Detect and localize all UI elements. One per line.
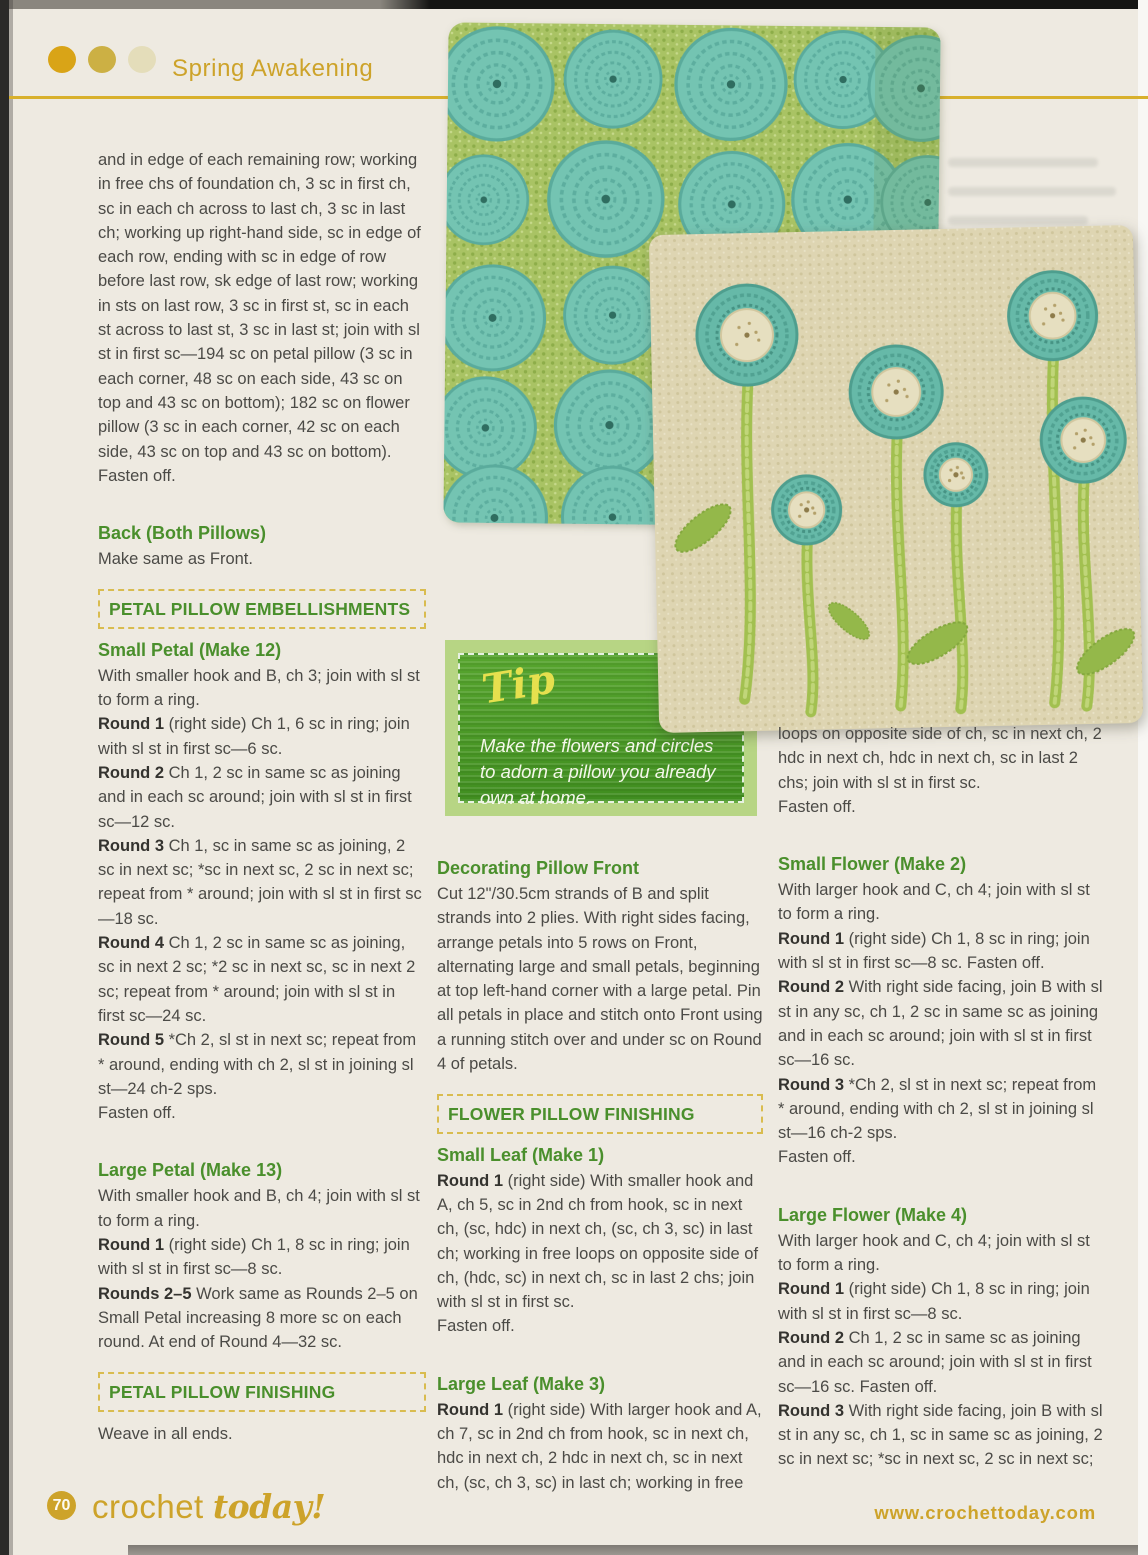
- round-label: Round 1: [437, 1171, 503, 1190]
- round-label: Round 3: [98, 836, 164, 855]
- pattern-paragraph: Round 1 (right side) With larger hook and A, ch 7, sc in 2nd ch from hook, sc in next ch, hdc in next ch, 2 hdc in next ch, sc in next ch, (sc, ch 3, sc) in last ch; working in free: [437, 1400, 762, 1492]
- section-heading: Decorating Pillow Front: [437, 858, 640, 878]
- flower-pillow-photo: [645, 219, 1148, 739]
- column-left: [98, 148, 426, 1446]
- website-url: www.crochettoday.com: [874, 1502, 1096, 1523]
- pattern-paragraph: Fasten off.: [778, 797, 856, 816]
- section-heading: Small Leaf (Make 1): [437, 1144, 605, 1165]
- round-label: Round 1: [98, 715, 164, 734]
- tip-text: Make the flowers and circles to adorn a pillow you already own at home.: [480, 735, 716, 808]
- pattern-paragraph: With smaller hook and B, ch 3; join with sl st to form a ring.: [98, 666, 420, 710]
- tip-label: Tip: [478, 655, 559, 714]
- scan-edge-left: [0, 0, 9, 1555]
- flower-pillow-illustration: [645, 219, 1148, 739]
- pattern-paragraph: Fasten off.: [437, 1317, 515, 1336]
- pattern-paragraph: Round 1 (right side) Ch 1, 8 sc in ring; join with sl st in first sc—8 sc.: [98, 1235, 410, 1279]
- pattern-paragraph: Round 2 Ch 1, 2 sc in same sc as joining and in each sc around; join with sl st in first sc—16 sc. Fasten off.: [778, 1328, 1092, 1396]
- pattern-paragraph: With smaller hook and B, ch 4; join with sl st to form a ring.: [98, 1187, 420, 1230]
- round-label: Round 1: [98, 1235, 164, 1254]
- round-label: Round 1: [778, 929, 844, 948]
- pattern-paragraph: Round 1 (right side) Ch 1, 8 sc in ring; join with sl st in first sc—8 sc.: [778, 1280, 1090, 1323]
- pattern-paragraph: Round 3 Ch 1, sc in same sc as joining, 2 sc in next sc; *sc in next sc, 2 sc in next sc; repeat from * around; join with sl st in first sc—18 sc.: [98, 836, 422, 928]
- pattern-paragraph: Cut 12"/30.5cm strands of B and split strands into 2 plies. With right sides facing, arrange petals into 5 rows on Front, alternating large and small petals, beginning at top left-hand corner with a large petal. Pin all petals in place and stitch onto Front using a running stitch over and under sc on Round 4 of petals.: [437, 885, 763, 1074]
- round-label: Round 2: [98, 763, 164, 782]
- pattern-paragraph: Round 4 Ch 1, 2 sc in same sc as joining, sc in next 2 sc; *2 sc in next sc, sc in next 2 sc; repeat from * around; join with sl st in first sc—24 sc.: [98, 934, 416, 1025]
- scan-edge-bottom: [128, 1545, 1148, 1555]
- round-label: Round 4: [98, 934, 164, 953]
- column-right: [778, 722, 1104, 1472]
- pattern-paragraph: Round 3 *Ch 2, sl st in next sc; repeat from * around, ending with ch 2, sl st in joining sl st—16 ch-2 sps.: [778, 1075, 1097, 1143]
- round-label: Round 1: [778, 1280, 844, 1299]
- boxed-section-title: FLOWER PILLOW FINISHING: [437, 1094, 763, 1133]
- boxed-section-title: PETAL PILLOW EMBELLISHMENTS: [98, 589, 426, 628]
- logo-word-today: today!: [212, 1487, 326, 1526]
- section-heading: Large Petal (Make 13): [98, 1160, 283, 1181]
- pattern-paragraph: Fasten off.: [778, 1148, 856, 1167]
- round-label: Round 1: [437, 1400, 503, 1419]
- round-label: Round 5: [98, 1031, 164, 1050]
- round-label: Round 3: [778, 1401, 844, 1420]
- pattern-paragraph: Round 5 *Ch 2, sl st in next sc; repeat from * around, ending with ch 2, sl st in joining sl st—24 ch-2 sps.: [98, 1031, 417, 1098]
- pattern-paragraph: Make same as Front.: [98, 550, 253, 569]
- pattern-paragraph: Rounds 2–5 Work same as Rounds 2–5 on Small Petal increasing 8 more sc on each round. At end of Round 4—32 sc.: [98, 1284, 418, 1352]
- pattern-paragraph: With larger hook and C, ch 4; join with sl st to form a ring.: [778, 1231, 1090, 1275]
- scan-edge-top: [0, 0, 1148, 9]
- scan-edge-right: [1138, 0, 1148, 1555]
- pattern-paragraph: Fasten off.: [98, 1104, 176, 1123]
- pattern-paragraph: loops on opposite side of ch, sc in next ch, 2 hdc in next ch, hdc in next ch, sc in last 2 chs; join with sl st in first sc.: [778, 725, 1102, 792]
- pattern-paragraph: Round 1 (right side) Ch 1, 8 sc in ring; join with sl st in first sc—8 sc. Fasten off.: [778, 929, 1090, 973]
- pattern-paragraph: Round 3 With right side facing, join B with sl st in any sc, ch 1, sc in same sc as joining, 2 sc in next sc; *sc in next sc, 2 sc in next sc;: [778, 1401, 1103, 1469]
- round-label: Round 2: [778, 978, 844, 997]
- logo-word-crochet: crochet: [92, 1488, 204, 1525]
- pattern-paragraph: Weave in all ends.: [98, 1424, 233, 1443]
- page-number-badge: 70: [47, 1491, 76, 1520]
- section-heading: Small Flower (Make 2): [778, 854, 967, 875]
- pattern-paragraph: Round 1 (right side) With smaller hook and A, ch 5, sc in 2nd ch from hook, sc in next ch, (sc, hdc) in next ch, (sc, ch 3, sc) in last ch; working in free loops on opposite side of ch, (hdc, sc) in next ch, sc in last 2 chs; join with sl st in first sc.: [437, 1171, 759, 1312]
- section-heading: Large Flower (Make 4): [778, 1204, 968, 1225]
- boxed-section-title: PETAL PILLOW FINISHING: [98, 1372, 426, 1411]
- pattern-paragraph: Round 2 Ch 1, 2 sc in same sc as joining and in each sc around; join with sl st in first sc—12 sc.: [98, 763, 412, 831]
- header-dot-3: [128, 46, 156, 73]
- round-label: Round 2: [778, 1328, 844, 1347]
- section-heading: Small Petal (Make 12): [98, 639, 282, 660]
- magazine-logo: [92, 1487, 325, 1526]
- pattern-paragraph: Round 1 (right side) Ch 1, 6 sc in ring; join with sl st in first sc—6 sc.: [98, 715, 410, 758]
- section-title: Spring Awakening: [172, 55, 374, 82]
- section-heading: Large Leaf (Make 3): [437, 1373, 606, 1394]
- header-dot-2: [88, 46, 116, 73]
- section-heading: Back (Both Pillows): [98, 523, 267, 544]
- pattern-paragraph: Round 2 With right side facing, join B with sl st in any sc, ch 1, 2 sc in same sc as joining and in each sc around; join with sl st in first sc—16 sc.: [778, 978, 1103, 1070]
- pattern-paragraph: and in edge of each remaining row; working in free chs of foundation ch, 3 sc in first ch, sc in each ch across to last ch, 3 sc in last ch; working up right-hand side, sc in edge of each row, ending with sc in edge of row before last row, sk edge of last row; working in sts on last row, 3 sc in first st, sc in each st across to last st, 3 sc in last st; join with sl st in first sc—194 sc on petal pillow (3 sc in each corner, 48 sc on each side, 43 sc on top and 43 sc on bottom); 182 sc on flower pillow (3 sc in each corner, 42 sc on each side, 43 sc on top and 43 sc on bottom). Fasten off.: [98, 151, 421, 485]
- round-label: Round 3: [778, 1075, 844, 1094]
- round-label: Rounds 2–5: [98, 1284, 192, 1303]
- header-dot-1: [48, 46, 76, 73]
- pattern-paragraph: With larger hook and C, ch 4; join with sl st to form a ring.: [778, 881, 1090, 924]
- column-middle: [437, 850, 763, 1495]
